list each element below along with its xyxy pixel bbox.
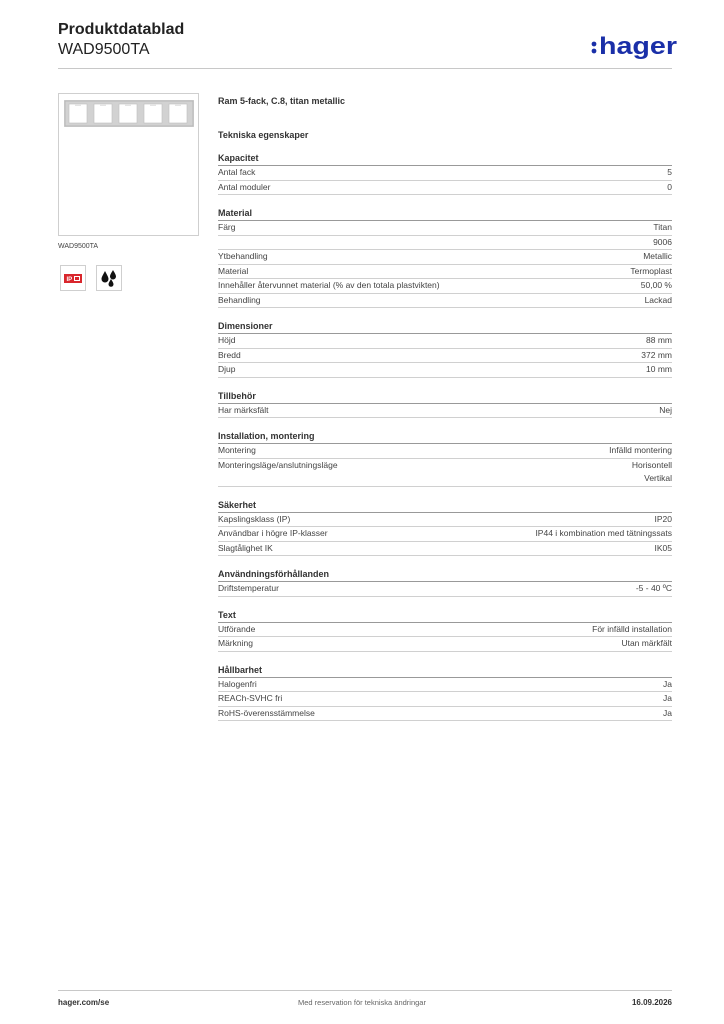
spec-value: Ja: [663, 693, 672, 703]
spec-value: Ja: [663, 678, 672, 689]
footer-date: 16.09.2026: [631, 998, 672, 1007]
spec-row: [218, 279, 672, 294]
spec-group-title: Kapacitet: [218, 152, 672, 166]
header-divider: [58, 68, 672, 69]
spec-row: [218, 513, 672, 528]
spec-value: -5 - 40 ºC: [635, 583, 672, 593]
image-caption: WAD9500TA: [58, 243, 99, 250]
spec-value: Horisontell Vertikal: [631, 459, 672, 483]
spec-row: [218, 363, 672, 378]
product-code: WAD9500TA: [58, 41, 150, 58]
page-title: Produktdatablad: [58, 21, 185, 38]
spec-group-title: Text: [218, 609, 672, 623]
spec-label: Antal fack: [218, 167, 256, 177]
spec-group-title: Dimensioner: [218, 320, 672, 334]
spec-value: Nej: [659, 404, 672, 415]
spec-value: Titan: [653, 222, 672, 232]
spec-row: [218, 582, 672, 597]
spec-label: REACh-SVHC fri: [218, 693, 283, 703]
spec-label: Driftstemperatur: [218, 583, 279, 593]
hager-logo: [590, 30, 680, 60]
spec-row: [218, 707, 672, 722]
spec-group-title: Installation, montering: [218, 430, 672, 444]
spec-label: Djup: [218, 364, 236, 374]
spec-value: Termoplast: [630, 265, 672, 276]
spec-row: [218, 250, 672, 265]
spec-label: Halogenfri: [218, 678, 257, 689]
spec-label: Behandling: [218, 294, 261, 305]
spec-row: [218, 294, 672, 309]
spec-row: [218, 334, 672, 349]
spec-value: IP44 i kombination med tätningssats: [535, 528, 672, 538]
specification-content: [218, 94, 672, 721]
spec-label: Kapslingsklass (IP): [218, 513, 291, 524]
spec-value: 50,00 %: [640, 280, 672, 290]
spec-row: [218, 349, 672, 364]
spec-label: RoHS-överensstämmelse: [218, 707, 315, 718]
spec-label: Höjd: [218, 335, 236, 345]
product-image: [58, 93, 199, 236]
spec-group: [218, 609, 672, 652]
spec-row: [218, 404, 672, 419]
footer-divider: [58, 990, 672, 991]
spec-label: Ytbehandling: [218, 251, 268, 261]
spec-group: [218, 664, 672, 722]
spec-row: [218, 221, 672, 236]
spec-row: [218, 637, 672, 652]
spec-value: IP20: [654, 513, 672, 524]
spec-value: 0: [667, 181, 672, 192]
spec-label: Material: [218, 265, 249, 276]
ip-badge-label: IP: [66, 277, 73, 283]
spec-group-title: Säkerhet: [218, 499, 672, 513]
spec-value: Infälld montering: [609, 445, 672, 455]
spec-value: Metallic: [643, 251, 672, 261]
spec-group-title: Tillbehör: [218, 390, 672, 404]
spec-group-title: Hållbarhet: [218, 664, 672, 678]
spec-group: [218, 499, 672, 557]
spec-row: [218, 265, 672, 280]
spec-value: 372 mm: [641, 349, 672, 360]
spec-row: [218, 459, 672, 487]
spec-label: Bredd: [218, 349, 241, 360]
spec-value: Lackad: [644, 294, 672, 305]
spec-row: [218, 166, 672, 181]
spec-value: 88 mm: [646, 335, 672, 345]
spec-label: Användbar i högre IP-klasser: [218, 528, 328, 538]
water-drops-icon: [96, 265, 122, 291]
spec-group: [218, 152, 672, 195]
spec-value: IK05: [654, 542, 672, 553]
spec-label: Innehåller återvunnet material (% av den totala plastvikten): [218, 280, 440, 290]
spec-group: [218, 390, 672, 419]
spec-group: [218, 320, 672, 378]
spec-label: Montering: [218, 445, 256, 455]
spec-value: 9006: [653, 236, 672, 247]
specification-groups: [218, 152, 672, 721]
spec-value: Utan märkfält: [621, 638, 672, 648]
spec-group: [218, 430, 672, 487]
spec-group: [218, 568, 672, 597]
spec-label: Utförande: [218, 623, 256, 634]
technical-properties-heading: Tekniska egenskaper: [218, 130, 309, 140]
spec-row: [218, 678, 672, 693]
spec-label: Märkning: [218, 638, 253, 648]
spec-row: [218, 444, 672, 459]
spec-row: [218, 623, 672, 638]
spec-row: [218, 692, 672, 707]
spec-row: [218, 181, 672, 196]
spec-value: Ja: [663, 707, 672, 718]
spec-row: [218, 527, 672, 542]
spec-value: För infälld installation: [592, 623, 672, 634]
spec-label: Färg: [218, 222, 236, 232]
spec-value: 5: [667, 167, 672, 177]
spec-label: Antal moduler: [218, 181, 271, 192]
spec-label: Monteringsläge/anslutningsläge: [218, 459, 338, 470]
spec-group-title: Material: [218, 207, 672, 221]
spec-label: Har märksfält: [218, 404, 269, 415]
spec-group-title: Användningsförhållanden: [218, 568, 672, 582]
spec-row: [218, 542, 672, 557]
footer-website: hager.com/se: [58, 998, 110, 1007]
spec-group: [218, 207, 672, 308]
product-name: Ram 5-fack, C.8, titan metallic: [218, 96, 346, 106]
spec-row: [218, 236, 672, 251]
ip-rating-icon: [60, 265, 86, 291]
spec-value: 10 mm: [646, 364, 672, 374]
spec-label: Slagtålighet IK: [218, 542, 273, 553]
footer-disclaimer: Med reservation för tekniska ändringar: [298, 998, 426, 1007]
svg-text:hager: hager: [599, 33, 677, 60]
